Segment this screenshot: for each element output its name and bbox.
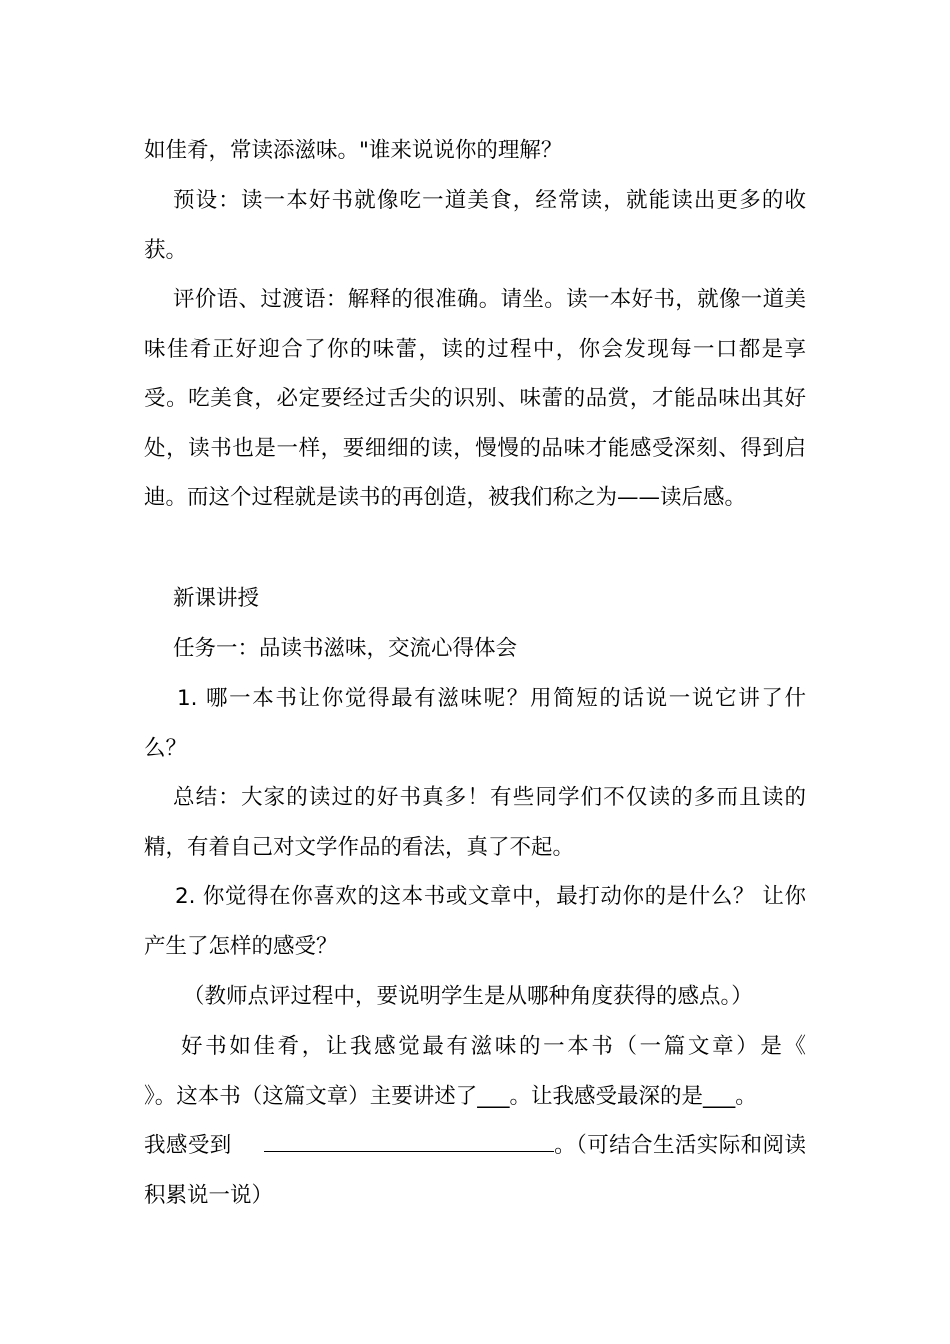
feel-prompt-hint: 。（可结合生活实际和阅读积累说一说） — [144, 1133, 806, 1208]
paragraph-intro-continuation: 如佳肴，常读添滋味。"谁来说说你的理解？ — [144, 138, 563, 163]
paragraph-preset-answer: 预设：读一本好书就像吃一道美食，经常读，就能读出更多的收获。 — [144, 188, 806, 263]
question-one: 1. 哪一本书让你觉得最有滋味呢？用简短的话说一说它讲了什么？ — [144, 686, 806, 761]
writing-template-continuation — [144, 1121, 806, 1220]
paragraph-evaluation-transition: 评价语、过渡语：解释的很准确。请坐。读一本好书，就像一道美味佳肴正好迎合了你的味蕾，读的过程中，你会发现每一口都是享受。吃美食，必定要经过舌尖的识别、味蕾的品赏，才能品味出其好处，读书也是一样，要细细的读，慢慢的品味才能感受深刻、得到启迪。而这个过程就是读书的再创造，被我们称之为——读后感。 — [144, 287, 806, 511]
feel-prompt-label: 我感受到 — [144, 1133, 232, 1158]
section-heading-new-lesson: 新课讲授 — [173, 586, 260, 611]
paragraph-summary: 总结：大家的读过的好书真多！有些同学们不仅读的多而且读的精，有着自己对文学作品的看法，真了不起。 — [144, 785, 806, 860]
fill-in-blank-line — [264, 1132, 554, 1152]
writing-template: 好书如佳肴，让我感觉最有滋味的一本书（一篇文章）是《 》。这本书（这篇文章）主要讲述了___。让我感受最深的是___。 — [144, 1034, 850, 1109]
task-one-heading: 任务一：品读书滋味，交流心得体会 — [173, 636, 518, 661]
question-two: 2. 你觉得在你喜欢的这本书或文章中，最打动你的是什么？ 让你产生了怎样的感受？ — [144, 884, 806, 959]
teacher-comment-note: （教师点评过程中，要说明学生是从哪种角度获得的感点。） — [183, 984, 753, 1009]
